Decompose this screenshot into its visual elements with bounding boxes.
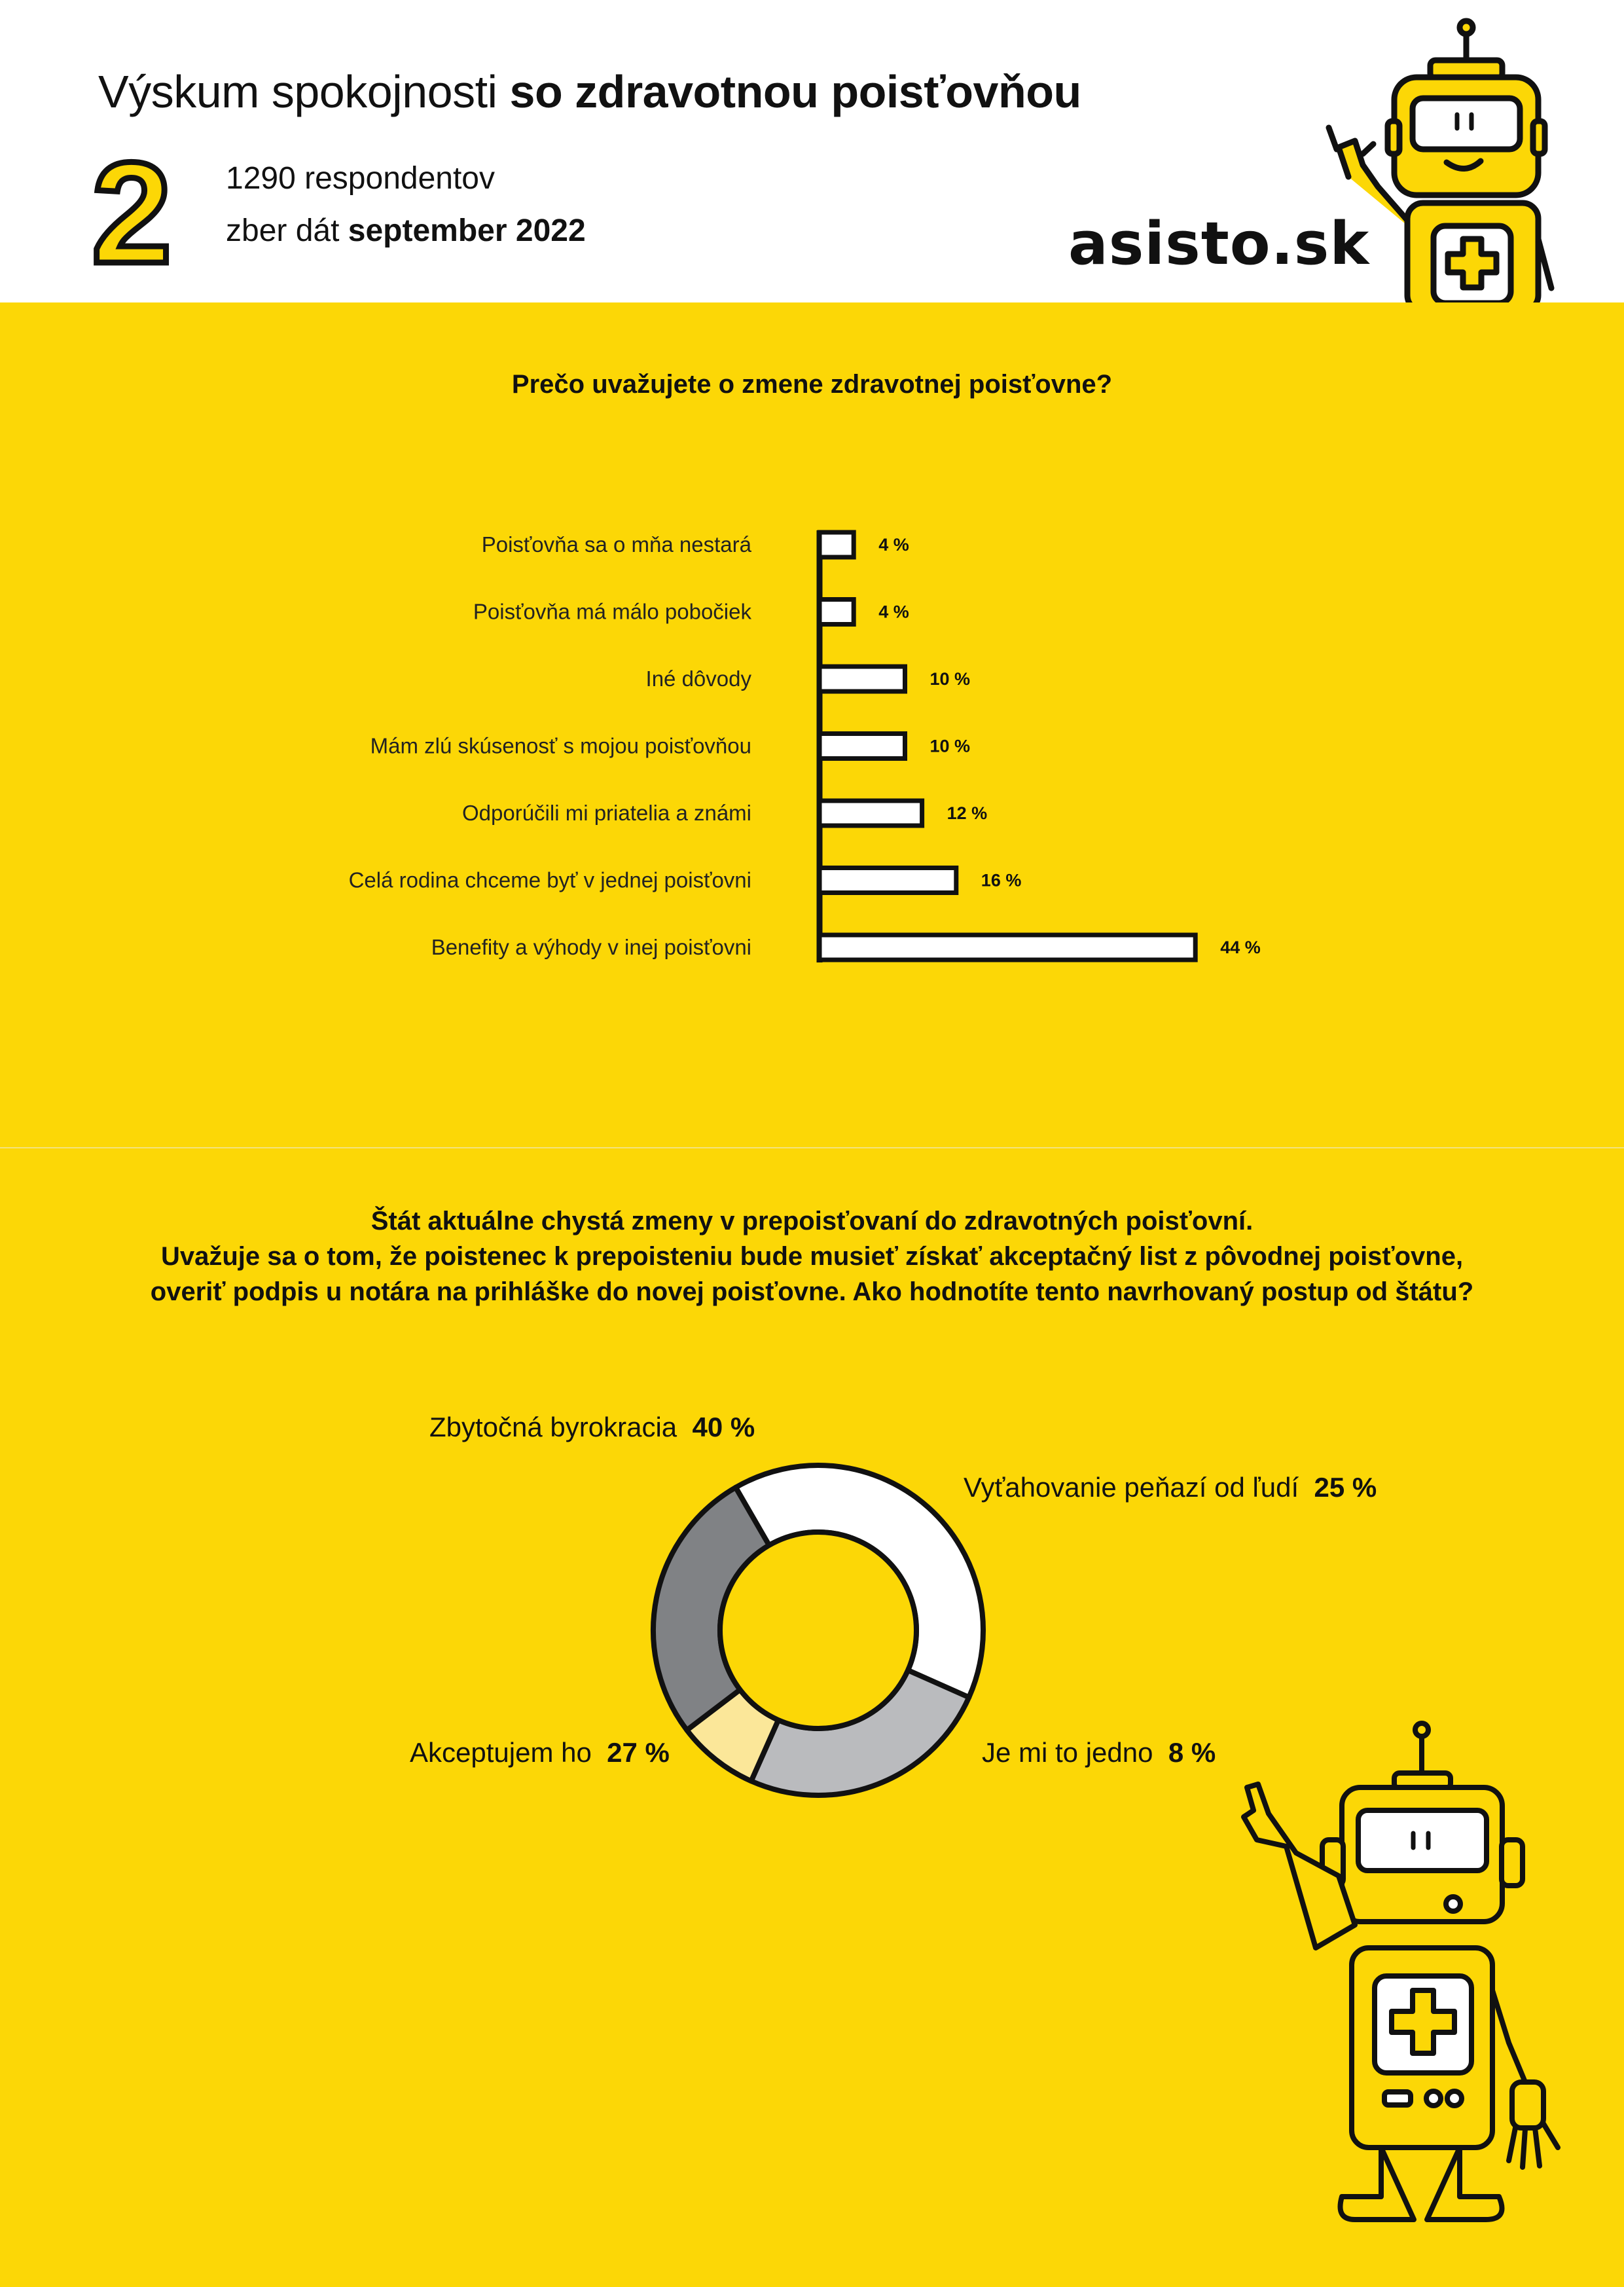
collection-prefix: zber dát [226, 213, 340, 248]
issue-number: 2 [92, 132, 172, 293]
robot-mascot-icon [1218, 1715, 1584, 2239]
page-title [98, 65, 1081, 118]
value-label: 10 % [929, 669, 971, 689]
collection-date: september 2022 [348, 213, 586, 248]
robot-mascot-icon [1303, 13, 1564, 302]
donut-hole [720, 1532, 916, 1729]
value-label: 4 % [878, 602, 909, 622]
category-label: Mám zlú skúsenosť s mojou poisťovňou [370, 733, 751, 758]
question-line: Štát aktuálne chystá zmeny v prepoisťovaní do zdravotných poisťovní. [370, 1207, 1254, 1235]
bar [820, 935, 1195, 960]
bar [820, 868, 956, 893]
respondents-count: 1290 respondentov [226, 161, 495, 196]
section-divider [0, 1147, 1624, 1148]
value-label: 12 % [947, 803, 988, 823]
question-line: overiť podpis u notára na prihláške do novej poisťovne. Ako hodnotíte tento navrhovaný postup od štátu? [150, 1277, 1474, 1306]
value-label: 44 % [1220, 938, 1261, 957]
bar [820, 600, 854, 625]
slice-label-value: 40 % [692, 1412, 755, 1442]
category-label: Iné dôvody [645, 667, 751, 691]
slice-label-text: Je mi to jedno [982, 1737, 1153, 1768]
title-regular: Výskum spokojnosti [98, 66, 497, 117]
question-line: Uvažuje sa o tom, že poistenec k prepoisteniu bude musieť získať akceptačný list z pôvodnej poisťovne, [160, 1242, 1464, 1271]
value-label: 4 % [878, 535, 909, 555]
title-bold: so zdravotnou poisťovňou [509, 66, 1081, 117]
bar-chart [0, 498, 1624, 1021]
value-label: 10 % [929, 736, 971, 756]
data-collection-date [226, 213, 586, 249]
slice-label-text: Vyťahovanie peňazí od ľudí [964, 1472, 1299, 1503]
slice-label-value: 25 % [1314, 1472, 1377, 1503]
slice-label [429, 1412, 755, 1443]
bar [820, 801, 922, 826]
slice-label [964, 1472, 1377, 1503]
brand-logo: asisto.sk [1068, 210, 1370, 278]
slice-label-value: 27 % [607, 1737, 670, 1768]
bar-chart-title: Prečo uvažujete o zmene zdravotnej poisťovne? [511, 370, 1113, 399]
category-label: Odporúčili mi priatelia a známi [461, 801, 751, 825]
donut-chart-question [65, 1203, 1559, 1309]
slice-label-text: Zbytočná byrokracia [429, 1412, 677, 1442]
slice-label-value: 8 % [1168, 1737, 1216, 1768]
bar [820, 532, 854, 557]
slice-label-text: Akceptujem ho [410, 1737, 592, 1768]
category-label: Poisťovňa má málo pobočiek [473, 599, 751, 624]
donut-chart [641, 1454, 995, 1807]
slice-label [982, 1737, 1216, 1768]
bar [820, 734, 905, 759]
category-label: Celá rodina chceme byť v jednej poisťovni [348, 868, 751, 892]
slice-label [410, 1737, 670, 1768]
category-label: Benefity a výhody v inej poisťovni [431, 935, 751, 959]
bar [820, 667, 905, 691]
value-label: 16 % [981, 870, 1022, 890]
category-label: Poisťovňa sa o mňa nestará [481, 532, 751, 557]
